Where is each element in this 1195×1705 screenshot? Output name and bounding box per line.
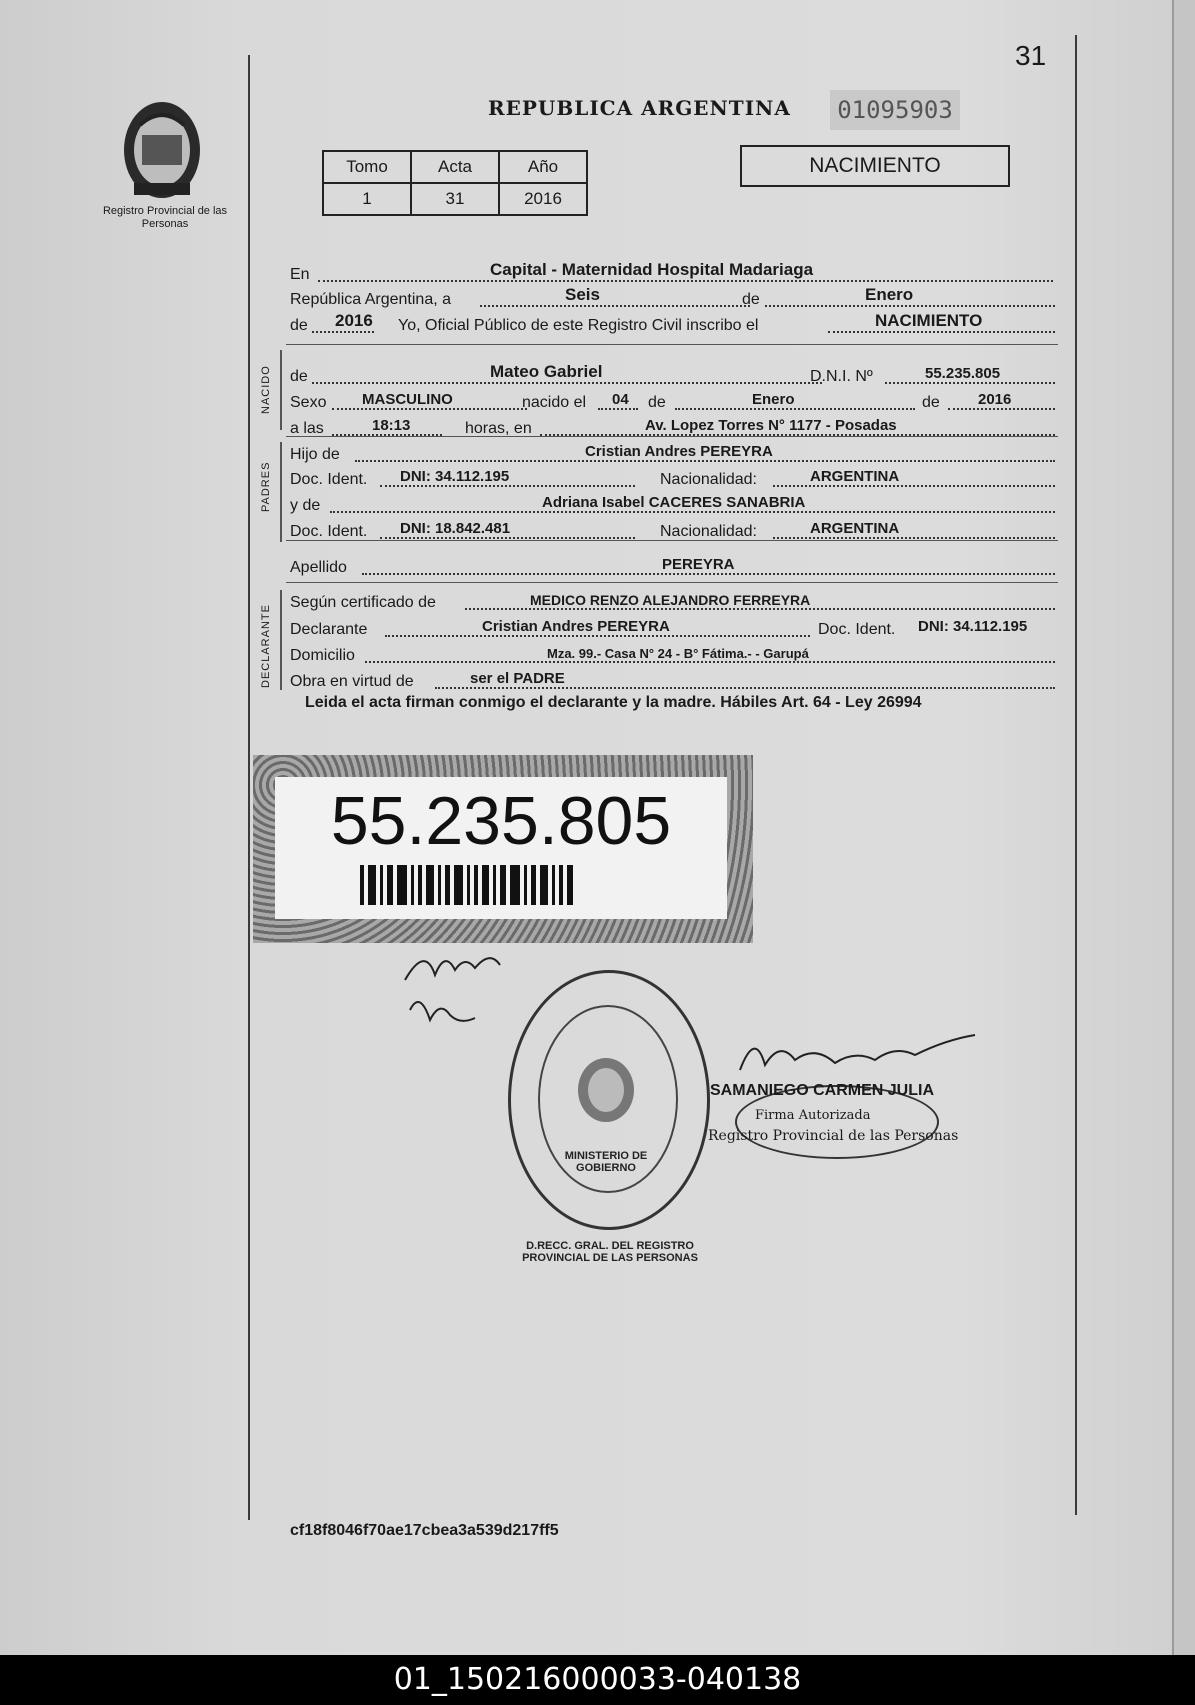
- row-madre: [290, 491, 1055, 517]
- row-en: [290, 260, 1055, 286]
- label-dni: D.N.I. Nº: [810, 368, 873, 385]
- page-edge: [1172, 0, 1195, 1655]
- dotted-line: [435, 687, 1055, 689]
- serial-number: 01095903: [830, 90, 960, 130]
- label-a-las: a las: [290, 420, 324, 437]
- barcode-icon: [360, 865, 573, 905]
- label-nacionalidad: Nacionalidad:: [660, 523, 757, 540]
- row-certificado: [290, 588, 1055, 614]
- dotted-line: [318, 280, 1053, 282]
- dotted-line: [765, 305, 1055, 307]
- row-yo: [290, 311, 1055, 337]
- stamp-outer-text: D.RECC. GRAL. DEL REGISTRO PROVINCIAL DE LAS PERSONAS: [522, 1240, 698, 1264]
- dotted-line: [828, 331, 1055, 333]
- child-name: Mateo Gabriel: [490, 362, 603, 381]
- label-doc: Doc. Ident.: [818, 621, 896, 638]
- father-doc: DNI: 34.112.195: [400, 468, 510, 485]
- month-value: Enero: [865, 285, 914, 304]
- dotted-line: [362, 573, 1055, 575]
- dotted-line: [773, 537, 1055, 539]
- label-doc: Doc. Ident.: [290, 523, 368, 540]
- page-number: 31: [1015, 40, 1047, 71]
- barcode-number: 55.235.805: [330, 783, 672, 859]
- stamp-emblem-icon: [575, 1055, 637, 1125]
- mother-nationality: ARGENTINA: [810, 520, 900, 537]
- label-de: de: [648, 394, 666, 411]
- row-domicilio: [290, 641, 1055, 667]
- birth-time: 18:13: [372, 417, 411, 434]
- section-label-padres: PADRES: [260, 461, 272, 512]
- dotted-line: [332, 408, 527, 410]
- apellido-value: PEREYRA: [662, 556, 735, 573]
- table-header: Acta: [411, 151, 499, 183]
- declarante-value: Cristian Andres PEREYRA: [482, 618, 670, 635]
- dotted-line: [312, 331, 374, 333]
- dotted-line: [465, 608, 1055, 610]
- dotted-line: [355, 460, 1055, 462]
- section-bar: [280, 350, 282, 430]
- birth-day: 04: [612, 391, 629, 408]
- child-dni: 55.235.805: [925, 365, 1001, 382]
- table-cell: 2016: [499, 183, 587, 215]
- dotted-line: [885, 382, 1055, 384]
- label-obra: Obra en virtud de: [290, 673, 414, 690]
- file-id-bar: 01_150216000033-040138: [0, 1655, 1195, 1705]
- dotted-line: [365, 661, 1055, 663]
- row-apellido: [290, 553, 1055, 579]
- section-divider: [286, 344, 1058, 345]
- authority-org: Registro Provincial de las Personas: [708, 1128, 959, 1144]
- dotted-line: [675, 408, 915, 410]
- label-apellido: Apellido: [290, 559, 347, 576]
- label-nacionalidad: Nacionalidad:: [660, 471, 757, 488]
- row-obra: [290, 667, 1055, 693]
- obra-value: ser el PADRE: [470, 670, 565, 687]
- label-hijo: Hijo de: [290, 446, 340, 463]
- stamp-inner-text: MINISTERIO DE GOBIERNO: [564, 1150, 648, 1174]
- dotted-line: [598, 408, 638, 410]
- closing-statement: Leida el acta firman conmigo el declarante y la madre. Hábiles Art. 64 - Ley 26994: [305, 694, 922, 711]
- row-nombre: [290, 362, 1055, 388]
- dotted-line: [385, 635, 810, 637]
- label-de: de: [742, 291, 760, 308]
- label-declarante: Declarante: [290, 621, 368, 638]
- dotted-line: [773, 485, 1055, 487]
- mother-doc: DNI: 18.842.481: [400, 520, 511, 537]
- place-value: Capital - Maternidad Hospital Madariaga: [490, 260, 814, 279]
- birth-year: 2016: [978, 391, 1012, 408]
- table-header: Tomo: [323, 151, 411, 183]
- label-de2: de: [290, 317, 308, 334]
- tomo-acta-table: [322, 150, 588, 216]
- table-cell: 31: [411, 183, 499, 215]
- label-en: En: [290, 266, 310, 283]
- certificado-value: MEDICO RENZO ALEJANDRO FERREYRA: [530, 592, 811, 608]
- provincial-seal-icon: [120, 95, 204, 205]
- mother-name: Adriana Isabel CACERES SANABRIA: [542, 494, 806, 511]
- day-value: Seis: [565, 285, 600, 304]
- authority-role: Firma Autorizada: [755, 1108, 871, 1123]
- domicilio-value: Mza. 99.- Casa N° 24 - B° Fátima.- - Garupá: [547, 646, 809, 661]
- label-de: de: [290, 368, 308, 385]
- document-hash: cf18f8046f70ae17cbea3a539d217ff5: [290, 1522, 559, 1539]
- seal-caption: Registro Provincial de las Personas: [102, 205, 228, 230]
- label-y-de: y de: [290, 497, 321, 514]
- section-label-declarante: DECLARANTE: [260, 604, 272, 688]
- label-horas: horas, en: [465, 420, 532, 437]
- row-hijo: [290, 440, 1055, 466]
- section-bar: [280, 442, 282, 542]
- section-bar: [280, 590, 282, 690]
- year-value: 2016: [335, 311, 373, 330]
- section-label-nacido: NACIDO: [260, 365, 272, 414]
- row-sexo: [290, 388, 1055, 414]
- yo-text: Yo, Oficial Público de este Registro Civil inscribo el: [398, 317, 759, 334]
- section-divider: [286, 436, 1058, 437]
- row-father-doc: [290, 465, 1055, 491]
- dotted-line: [948, 408, 1055, 410]
- sexo-value: MASCULINO: [362, 391, 453, 408]
- section-divider: [286, 582, 1058, 583]
- dotted-line: [480, 305, 750, 307]
- label-de: de: [922, 394, 940, 411]
- dotted-line: [312, 382, 822, 384]
- right-margin-line: [1075, 35, 1077, 1515]
- act-type-box: NACIMIENTO: [740, 145, 1010, 187]
- authority-name: SAMANIEGO CARMEN JULIA: [710, 1082, 935, 1099]
- label-certificado: Según certificado de: [290, 594, 436, 611]
- section-divider: [286, 540, 1058, 541]
- label-sexo: Sexo: [290, 394, 327, 411]
- left-margin-line: [248, 55, 250, 1520]
- declarant-signature-icon: [395, 940, 515, 1050]
- label-republica: República Argentina, a: [290, 291, 451, 308]
- dotted-line: [380, 537, 635, 539]
- father-nationality: ARGENTINA: [810, 468, 900, 485]
- row-declarante: [290, 615, 1055, 641]
- table-cell: 1: [323, 183, 411, 215]
- father-name: Cristian Andres PEREYRA: [585, 443, 773, 460]
- label-domicilio: Domicilio: [290, 647, 355, 664]
- inscribo-value: NACIMIENTO: [875, 311, 983, 330]
- birth-place: Av. Lopez Torres N° 1177 - Posadas: [645, 417, 897, 434]
- dotted-line: [330, 511, 1055, 513]
- document-title: REPUBLICA ARGENTINA: [488, 96, 791, 120]
- declarante-doc: DNI: 34.112.195: [918, 618, 1028, 635]
- row-republica: [290, 285, 1055, 311]
- table-header: Año: [499, 151, 587, 183]
- label-doc: Doc. Ident.: [290, 471, 368, 488]
- dotted-line: [380, 485, 635, 487]
- birth-month: Enero: [752, 391, 795, 408]
- label-nacido-el: nacido el: [522, 394, 587, 411]
